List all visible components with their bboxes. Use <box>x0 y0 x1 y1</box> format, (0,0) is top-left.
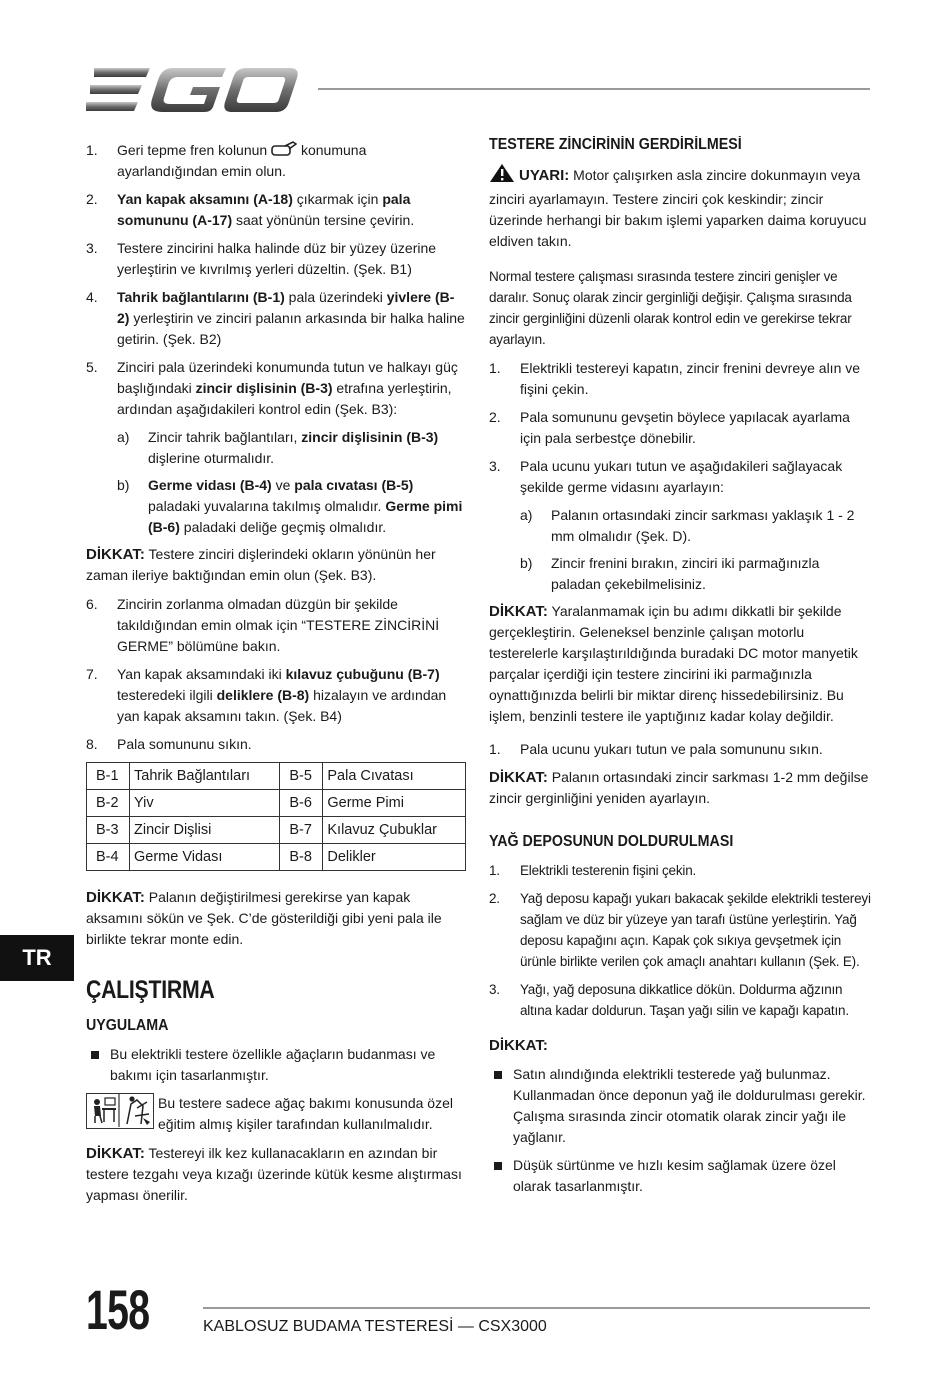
page-number: 158 <box>86 1278 150 1341</box>
language-tab: TR <box>0 935 74 981</box>
substep-letter: b) <box>520 555 533 571</box>
list-item <box>86 140 466 182</box>
step-number: 2. <box>489 891 500 906</box>
substep-letter: a) <box>520 507 533 523</box>
step-number: 2. <box>86 191 98 207</box>
list-item <box>86 357 466 420</box>
step-number: 4. <box>86 289 98 305</box>
list-item <box>489 979 872 1021</box>
sub-list-item <box>117 427 466 469</box>
footer-rule <box>203 1307 870 1309</box>
part-code-cell: B-6 <box>280 790 323 817</box>
footer-title: KABLOSUZ BUDAMA TESTERESİ — CSX3000 <box>203 1318 547 1335</box>
sub-list-item <box>117 475 466 538</box>
step-number: 3. <box>489 982 500 997</box>
part-code-cell: B-5 <box>280 763 323 790</box>
step-number: 1. <box>489 360 501 376</box>
note-label: DİKKAT: <box>489 769 548 786</box>
note-sag <box>489 767 872 809</box>
bullet-square-icon <box>494 1162 502 1170</box>
note-label: DİKKAT: <box>489 1037 548 1054</box>
warning-block <box>489 163 872 252</box>
note-text: Testereyi ilk kez kullanacakların en azından bir testere tezgahı veya kızağı üzerinde kütük kesme alıştırması yapması önerilir. <box>86 1145 462 1203</box>
step-text: Yan kapak aksamını (A-18) çıkarmak için pala somununu (A-17) saat yönünün tersine çevirin. <box>117 191 415 228</box>
step-text: Pala somununu sıkın. <box>117 736 252 752</box>
tension-steps-list <box>489 358 872 498</box>
step-text: Yağ deposu kapağı yukarı bakacak şekilde elektrikli testereyi sağlam ve düz bir yüzeye yan tarafı üstüne yerleştirin. Yağ deposu kapağını açın. Kapak çok sıkıya gevşetmek için ürünle birlikte verilen çok amaçlı anahtarı kullanın (Şek. E). <box>520 891 871 969</box>
step-number: 1. <box>489 863 500 878</box>
warning-text: Motor çalışırken asla zincire dokunmayın veya zinciri ayarlamayın. Testere zinciri çok keskindir; zincir üzerinde herhangi bir bakım işlemi yaparken daima koruyucu eldiven takın. <box>489 167 867 249</box>
part-code-cell: B-4 <box>87 844 130 871</box>
step-number: 3. <box>86 240 98 256</box>
step-number: 2. <box>489 409 501 425</box>
part-name-cell: Yiv <box>130 790 280 817</box>
part-name-cell: Delikler <box>323 844 466 871</box>
substep-text: Palanın ortasındaki zincir sarkması yaklaşık 1 - 2 mm olmalıdır (Şek. D). <box>551 507 855 544</box>
step-number: 7. <box>86 666 98 682</box>
step-text: Geri tepme fren kolunun konumuna ayarlandığından emin olun. <box>117 142 367 179</box>
note-oil-header <box>489 1035 872 1056</box>
brake-lever-icon <box>271 141 297 155</box>
note-resistance <box>489 601 872 727</box>
part-code-cell: B-8 <box>280 844 323 871</box>
step-number: 3. <box>489 458 501 474</box>
step-number: 1. <box>86 142 98 158</box>
note-text: Palanın ortasındaki zincir sarkması 1-2 mm değilse zincir gerginliğini yeniden ayarlayın. <box>489 769 869 806</box>
part-name-cell: Germe Pimi <box>323 790 466 817</box>
step-text: Elektrikli testereyi kapatın, zincir frenini devreye alın ve fişini çekin. <box>520 360 861 397</box>
header-rule <box>318 88 870 90</box>
bullet-square-icon <box>91 1051 99 1059</box>
note-text: Yaralanmamak için bu adımı dikkatli bir şekilde gerçekleştirin. Geleneksel benzinle çalışan motorlu testerelerle karşılaştırıldığında buradaki DC motor manyetik parçalar içerdiği için testere zincirini iki parmağınızla oynattığınızda belirli bir miktar direnç hissedebilirsiniz. Bu işlem, benzinli testere ile yaptığınız kadar kolay değildir. <box>489 603 858 724</box>
subsection-title-application: UYGULAMA <box>86 1017 169 1034</box>
note-label: DİKKAT: <box>489 603 548 620</box>
list-item <box>86 1044 466 1086</box>
list-item <box>86 238 466 280</box>
step-text: Elektrikli testerenin fişini çekin. <box>520 863 697 878</box>
step-number: 8. <box>86 736 98 752</box>
bullet-text: Bu elektrikli testere özellikle ağaçların budanması ve bakımı için tasarlanmıştır. <box>110 1046 436 1083</box>
sub-list-item <box>520 553 872 595</box>
step-text: Zinciri pala üzerindeki konumunda tutun ve halkayı güç başlığındaki zincir dişlisinin (B-3) etrafına yerleştirin, ardından aşağıdakileri kontrol edin (Şek. B3): <box>117 359 458 417</box>
list-item <box>489 860 872 881</box>
step-text: Yağı, yağ deposuna dikkatlice dökün. Doldurma ağzının altına kadar doldurun. Taşan yağı silin ve kapağı kapatın. <box>520 982 849 1018</box>
note-label: DİKKAT: <box>86 889 145 906</box>
note-label: DİKKAT: <box>86 546 145 563</box>
list-item <box>86 734 466 755</box>
oil-bullets-list <box>489 1064 872 1197</box>
list-item <box>86 189 466 231</box>
list-item <box>489 358 872 400</box>
list-item <box>86 287 466 350</box>
step-number: 5. <box>86 359 98 375</box>
tension-substeps-list <box>489 505 872 595</box>
tension-intro: Normal testere çalışması sırasında testere zinciri genişler ve daralır. Sonuç olarak zincir gerginliği değişir. Çalışma sırasında zincir gerginliğini düzenli olarak kontrol edin ve gerekirse tekrar ayarlayın. <box>489 269 852 347</box>
list-item <box>86 594 466 657</box>
list-item <box>489 1064 872 1148</box>
part-name-cell: Tahrik Bağlantıları <box>130 763 280 790</box>
part-code-cell: B-7 <box>280 817 323 844</box>
part-name-cell: Zincir Dişlisi <box>130 817 280 844</box>
note-bar-replacement <box>86 887 466 950</box>
substep-letter: b) <box>117 477 130 493</box>
ego-logo <box>86 66 298 114</box>
table-row <box>87 790 466 817</box>
section-title-chain-tension: TESTERE ZİNCİRİNİN GERDİRİLMESİ <box>489 136 742 153</box>
substep-letter: a) <box>117 429 130 445</box>
table-row <box>87 817 466 844</box>
note-text: Testere zinciri dişlerindeki okların yönünün her zaman ileriye baktığından emin olun (Şek. B3). <box>86 546 436 583</box>
section-title-operation: ÇALIŞTIRMA <box>86 976 215 1004</box>
list-item <box>489 739 872 760</box>
list-item <box>489 1155 872 1197</box>
substep-text: Zincir tahrik bağlantıları, zincir dişlisinin (B-3) dişlerine oturmalıdır. <box>148 429 439 466</box>
bullet-text: Satın alındığında elektrikli testerede yağ bulunmaz. Kullanmadan önce deponun yağ ile doldurulması gerekir. Çalışma sırasında zincir otomatik olarak zincir yağı ile yağlanır. <box>513 1066 866 1145</box>
substeps-list-5 <box>86 427 466 538</box>
part-name-cell: Kılavuz Çubuklar <box>323 817 466 844</box>
sub-list-item <box>520 505 872 547</box>
step-number: 1. <box>489 741 501 757</box>
training-text: Bu testere sadece ağaç bakımı konusunda özel eğitim almış kişiler tarafından kullanılmalıdır. <box>158 1095 453 1132</box>
step-text: Pala ucunu yukarı tutun ve pala somununu sıkın. <box>520 741 823 757</box>
note-label: DİKKAT: <box>86 1145 145 1162</box>
part-name-cell: Pala Cıvatası <box>323 763 466 790</box>
step-text: Zincirin zorlanma olmadan düzgün bir şekilde takıldığından emin olmak için “TESTERE ZİNCİRİNİ GERME” bölümüne bakın. <box>117 596 440 654</box>
table-row <box>87 844 466 871</box>
section-title-oil-tank: YAĞ DEPOSUNUN DOLDURULMASI <box>489 833 734 850</box>
note-text: Palanın değiştirilmesi gerekirse yan kapak aksamını sökün ve Şek. C’de gösterildiği gibi yeni pala ile birlikte tekrar monte edin. <box>86 889 442 947</box>
list-item <box>489 888 872 972</box>
training-notice <box>86 1093 466 1135</box>
warning-label: UYARI: <box>519 167 570 184</box>
training-required-icon <box>86 1093 154 1129</box>
bullet-text: Düşük sürtünme ve hızlı kesim sağlamak üzere özel olarak tasarlanmıştır. <box>513 1157 836 1194</box>
list-item <box>86 664 466 727</box>
warning-triangle-icon <box>489 163 515 189</box>
note-practice <box>86 1143 466 1206</box>
right-column <box>489 134 872 1204</box>
oil-steps-list <box>489 860 872 1021</box>
table-row <box>87 763 466 790</box>
list-item <box>489 407 872 449</box>
steps-list-1 <box>86 140 466 420</box>
left-column <box>86 140 466 1214</box>
parts-table <box>86 762 466 871</box>
step-text: Pala somununu gevşetin böylece yapılacak ayarlama için pala serbestçe dönebilir. <box>520 409 850 446</box>
note-arrow-direction <box>86 544 466 586</box>
part-name-cell: Germe Vidası <box>130 844 280 871</box>
part-code-cell: B-1 <box>87 763 130 790</box>
substep-text: Zincir frenini bırakın, zinciri iki parmağınızla paladan çekebilmelisiniz. <box>551 555 820 592</box>
part-code-cell: B-2 <box>87 790 130 817</box>
bullet-square-icon <box>494 1071 502 1079</box>
step-number: 6. <box>86 596 98 612</box>
steps-list-2 <box>86 594 466 755</box>
step-text: Testere zincirini halka halinde düz bir yüzey üzerine yerleştirin ve kıvrılmış yerleri düzeltin. (Şek. B1) <box>117 240 437 277</box>
list-item <box>489 456 872 498</box>
step-text: Yan kapak aksamındaki iki kılavuz çubuğunu (B-7) testeredeki ilgili deliklere (B-8) hizalayın ve ardından yan kapak aksamını takın. (Şek. B4) <box>117 666 447 724</box>
part-code-cell: B-3 <box>87 817 130 844</box>
step-text: Pala ucunu yukarı tutun ve aşağıdakileri sağlayacak şekilde germe vidasını ayarlayın: <box>520 458 843 495</box>
substep-text: Germe vidası (B-4) ve pala cıvatası (B-5) paladaki yuvalarına takılmış olmalıdır. Germe pimi (B-6) paladaki deliğe geçmiş olmalıdır. <box>148 477 463 535</box>
step-text: Tahrik bağlantılarını (B-1) pala üzerindeki yivlere (B-2) yerleştirin ve zinciri palanın arkasında bir halka haline getirin. (Şek. B2) <box>117 289 465 347</box>
